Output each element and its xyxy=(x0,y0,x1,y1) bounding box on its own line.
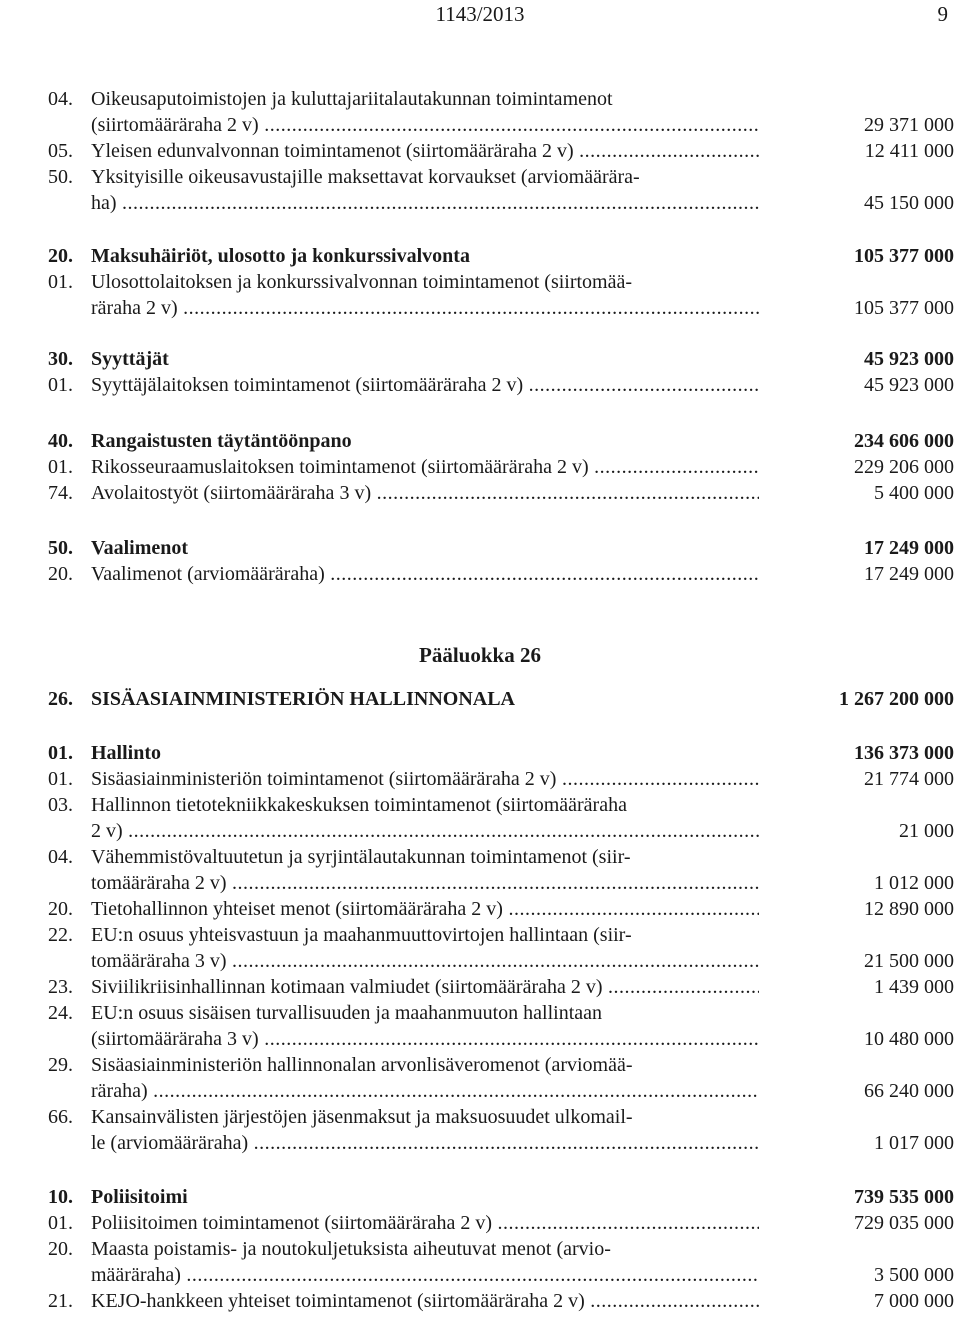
item-amount: 21 000 xyxy=(899,820,954,842)
item-description: räraha 2 v) ..... xyxy=(91,295,759,321)
item-description: 2 v) ..... xyxy=(91,818,759,844)
item-description: Hallinnon tietotekniikkakeskuksen toimintamenot (siirtomääräraha xyxy=(91,794,627,816)
item-amount: 21 500 000 xyxy=(864,950,954,972)
item-description: Rikosseuraamuslaitoksen toimintamenot (siirtomääräraha 2 v) ..... xyxy=(91,454,759,480)
item-description: (siirtomääräraha 2 v) ..... xyxy=(91,112,759,138)
item-description: Poliisitoimi xyxy=(91,1186,188,1208)
item-number: 04. xyxy=(48,846,73,868)
item-number: 01. xyxy=(48,456,73,478)
item-amount: 229 206 000 xyxy=(854,456,954,478)
item-amount: 17 249 000 xyxy=(864,537,954,559)
item-description: Rangaistusten täytäntöönpano xyxy=(91,430,352,452)
item-description: räraha) ..... xyxy=(91,1078,759,1104)
item-amount: 1 439 000 xyxy=(874,976,954,998)
item-description: Yksityisille oikeusavustajille maksettavat korvaukset (arviomäärära- xyxy=(91,166,640,188)
item-amount: 1 012 000 xyxy=(874,872,954,894)
item-number: 01. xyxy=(48,768,73,790)
item-description: Maasta poistamis- ja noutokuljetuksista aiheutuvat menot (arvio- xyxy=(91,1238,611,1260)
item-amount: 739 535 000 xyxy=(854,1186,954,1208)
item-number: 29. xyxy=(48,1054,73,1076)
item-number: 01. xyxy=(48,1212,73,1234)
item-number: 50. xyxy=(48,537,73,559)
item-amount: 45 923 000 xyxy=(864,348,954,370)
item-description: tomääräraha 2 v) ..... xyxy=(91,870,759,896)
item-description: Vaalimenot xyxy=(91,537,189,559)
item-description: Oikeusaputoimistojen ja kuluttajariitalautakunnan toimintamenot xyxy=(91,88,613,110)
item-number: 24. xyxy=(48,1002,73,1024)
item-amount: 234 606 000 xyxy=(854,430,954,452)
item-number: 40. xyxy=(48,430,73,452)
item-description: Ulosottolaitoksen ja konkurssivalvonnan toimintamenot (siirtomää- xyxy=(91,271,633,293)
item-amount: 729 035 000 xyxy=(854,1212,954,1234)
item-description: Avolaitostyöt (siirtomääräraha 3 v) ..... xyxy=(91,480,759,506)
item-number: 20. xyxy=(48,563,73,585)
item-number: 20. xyxy=(48,1238,73,1260)
item-amount: 1 267 200 000 xyxy=(839,688,954,710)
item-description: EU:n osuus yhteisvastuun ja maahanmuuttovirtojen hallintaan (siir- xyxy=(91,924,632,946)
item-number: 20. xyxy=(48,898,73,920)
item-amount: 5 400 000 xyxy=(874,482,954,504)
item-description: tomääräraha 3 v) ..... xyxy=(91,948,759,974)
item-description: Syyttäjälaitoksen toimintamenot (siirtomääräraha 2 v) ..... xyxy=(91,372,759,398)
item-number: 04. xyxy=(48,88,73,110)
item-number: 50. xyxy=(48,166,73,188)
item-number: 22. xyxy=(48,924,73,946)
item-number: 30. xyxy=(48,348,73,370)
item-description: määräraha) ..... xyxy=(91,1262,759,1288)
item-description: Vähemmistövaltuutetun ja syrjintälautakunnan toimintamenot (siir- xyxy=(91,846,631,868)
item-amount: 10 480 000 xyxy=(864,1028,954,1050)
item-amount: 21 774 000 xyxy=(864,768,954,790)
item-number: 10. xyxy=(48,1186,73,1208)
item-description: Maksuhäiriöt, ulosotto ja konkurssivalvonta xyxy=(91,245,470,267)
item-number: 05. xyxy=(48,140,73,162)
item-description: Sisäasiainministeriön hallinnonalan arvonlisäveromenot (arviomää- xyxy=(91,1054,633,1076)
item-number: 74. xyxy=(48,482,73,504)
item-number: 01. xyxy=(48,374,73,396)
item-description: Kansainvälisten järjestöjen jäsenmaksut ja maksuosuudet ulkomail- xyxy=(91,1106,633,1128)
item-description: Vaalimenot (arviomääräraha) ..... xyxy=(91,561,759,587)
item-description: SISÄASIAINMINISTERIÖN HALLINNONALA xyxy=(91,688,515,710)
item-number: 21. xyxy=(48,1290,73,1312)
item-amount: 17 249 000 xyxy=(864,563,954,585)
item-number: 66. xyxy=(48,1106,73,1128)
item-amount: 105 377 000 xyxy=(854,245,954,267)
item-amount: 1 017 000 xyxy=(874,1132,954,1154)
item-description: Hallinto xyxy=(91,742,162,764)
item-description: KEJO-hankkeen yhteiset toimintamenot (siirtomääräraha 2 v) ..... xyxy=(91,1288,759,1314)
item-number: 01. xyxy=(48,742,73,764)
item-number: 01. xyxy=(48,271,73,293)
item-description: (siirtomääräraha 3 v) ..... xyxy=(91,1026,759,1052)
item-description: Poliisitoimen toimintamenot (siirtomääräraha 2 v) ..... xyxy=(91,1210,759,1236)
item-description: Siviilikriisinhallinnan kotimaan valmiudet (siirtomääräraha 2 v) ..... xyxy=(91,974,759,1000)
item-description: ha) ..... xyxy=(91,190,759,216)
item-amount: 105 377 000 xyxy=(854,297,954,319)
item-amount: 45 150 000 xyxy=(864,192,954,214)
page-number: 9 xyxy=(937,2,948,26)
item-amount: 45 923 000 xyxy=(864,374,954,396)
item-description: Sisäasiainministeriön toimintamenot (siirtomääräraha 2 v) ..... xyxy=(91,766,759,792)
item-description: Syyttäjät xyxy=(91,348,169,370)
item-amount: 7 000 000 xyxy=(874,1290,954,1312)
section-title: Pääluokka 26 xyxy=(419,643,541,667)
item-amount: 12 890 000 xyxy=(864,898,954,920)
item-number: 23. xyxy=(48,976,73,998)
item-amount: 29 371 000 xyxy=(864,114,954,136)
item-amount: 66 240 000 xyxy=(864,1080,954,1102)
item-amount: 136 373 000 xyxy=(854,742,954,764)
item-description: Tietohallinnon yhteiset menot (siirtomääräraha 2 v) ..... xyxy=(91,896,759,922)
item-description: EU:n osuus sisäisen turvallisuuden ja maahanmuuton hallintaan xyxy=(91,1002,603,1024)
item-number: 03. xyxy=(48,794,73,816)
document-number: 1143/2013 xyxy=(435,2,525,26)
item-amount: 12 411 000 xyxy=(864,140,954,162)
item-number: 20. xyxy=(48,245,73,267)
item-description: Yleisen edunvalvonnan toimintamenot (siirtomääräraha 2 v) ..... xyxy=(91,138,759,164)
item-description: le (arviomääräraha) ..... xyxy=(91,1130,759,1156)
item-number: 26. xyxy=(48,688,73,710)
item-amount: 3 500 000 xyxy=(874,1264,954,1286)
